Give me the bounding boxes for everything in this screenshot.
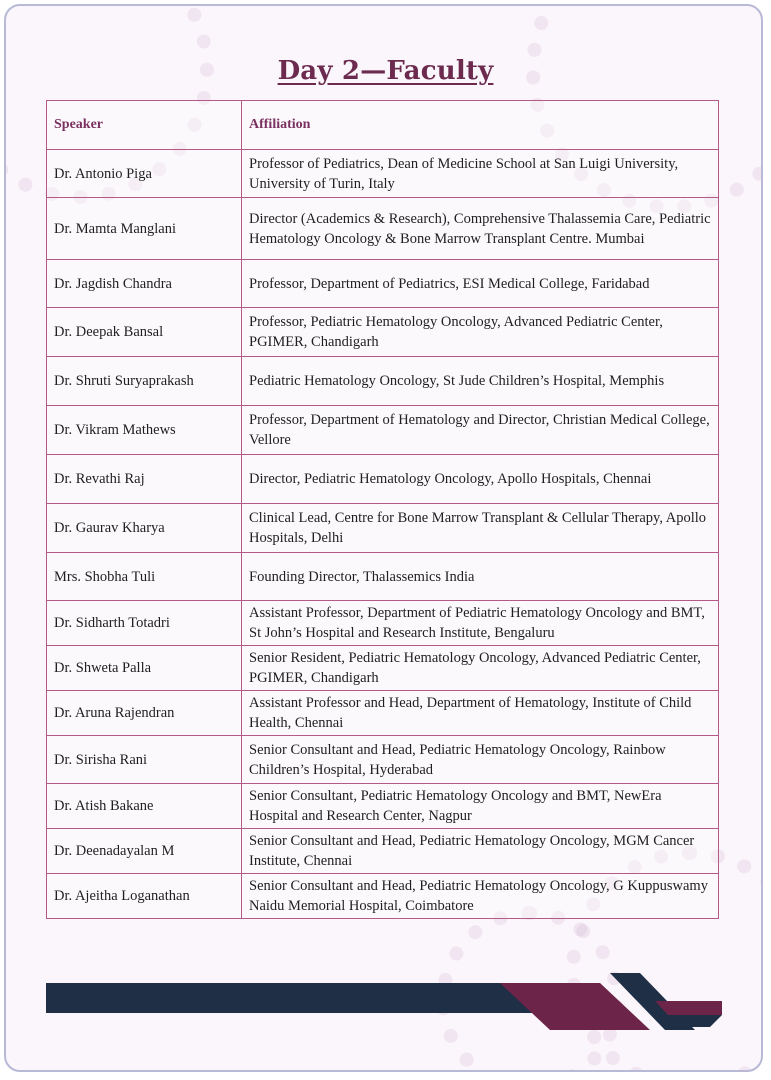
affiliation-cell: Senior Consultant and Head, Pediatric Hematology Oncology, G Kuppuswamy Naidu Memorial Hospital, Coimbatore [242,874,719,919]
table-row [47,150,719,198]
speaker-name-cell: Dr. Deepak Bansal [47,308,242,357]
speaker-name-cell: Dr. Vikram Mathews [47,406,242,455]
speaker-name-cell: Dr. Jagdish Chandra [47,260,242,308]
affiliation-cell: Director (Academics & Research), Comprehensive Thalassemia Care, Pediatric Hematology Oncology & Bone Marrow Transplant Centre. Mumbai [242,198,719,260]
speaker-name-cell: Dr. Aruna Rajendran [47,691,242,736]
faculty-table-body [47,150,719,919]
affiliation-cell: Director, Pediatric Hematology Oncology, Apollo Hospitals, Chennai [242,455,719,504]
affiliation-cell: Pediatric Hematology Oncology, St Jude Children’s Hospital, Memphis [242,357,719,406]
speaker-column-header: Speaker [47,101,242,150]
table-row [47,198,719,260]
speaker-name-cell: Dr. Revathi Raj [47,455,242,504]
affiliation-cell: Senior Consultant, Pediatric Hematology Oncology and BMT, NewEra Hospital and Research Center, Nagpur [242,784,719,829]
footer-stripe-graphic [440,965,730,1035]
table-row [47,646,719,691]
affiliation-cell: Senior Consultant and Head, Pediatric Hematology Oncology, MGM Cancer Institute, Chennai [242,829,719,874]
affiliation-cell: Clinical Lead, Centre for Bone Marrow Transplant & Cellular Therapy, Apollo Hospitals, Delhi [242,504,719,553]
faculty-table [46,100,719,919]
speaker-name-cell: Dr. Deenadayalan M [47,829,242,874]
affiliation-cell: Professor, Department of Hematology and Director, Christian Medical College, Vellore [242,406,719,455]
affiliation-cell: Assistant Professor and Head, Department of Hematology, Institute of Child Health, Chennai [242,691,719,736]
affiliation-cell: Senior Resident, Pediatric Hematology Oncology, Advanced Pediatric Center, PGIMER, Chandigarh [242,646,719,691]
affiliation-cell: Assistant Professor, Department of Pediatric Hematology Oncology and BMT, St John’s Hospital and Research Institute, Bengaluru [242,601,719,646]
affiliation-cell: Founding Director, Thalassemics India [242,553,719,601]
table-row [47,406,719,455]
affiliation-column-header: Affiliation [242,101,719,150]
speaker-name-cell: Dr. Ajeitha Loganathan [47,874,242,919]
table-row [47,260,719,308]
table-row [47,504,719,553]
affiliation-cell: Professor of Pediatrics, Dean of Medicine School at San Luigi University, University of Turin, Italy [242,150,719,198]
table-row [47,829,719,874]
table-row [47,874,719,919]
speaker-name-cell: Dr. Sirisha Rani [47,736,242,784]
speaker-name-cell: Dr. Shweta Palla [47,646,242,691]
speaker-name-cell: Dr. Mamta Manglani [47,198,242,260]
affiliation-cell: Professor, Department of Pediatrics, ESI Medical College, Faridabad [242,260,719,308]
table-row [47,357,719,406]
table-row [47,736,719,784]
table-row [47,308,719,357]
affiliation-cell: Professor, Pediatric Hematology Oncology, Advanced Pediatric Center, PGIMER, Chandigarh [242,308,719,357]
table-row [47,691,719,736]
table-row [47,601,719,646]
speaker-name-cell: Dr. Sidharth Totadri [47,601,242,646]
speaker-name-cell: Mrs. Shobha Tuli [47,553,242,601]
table-row [47,553,719,601]
speaker-name-cell: Dr. Antonio Piga [47,150,242,198]
table-row [47,784,719,829]
table-header-row [47,101,719,150]
affiliation-cell: Senior Consultant and Head, Pediatric Hematology Oncology, Rainbow Children’s Hospital, Hyderabad [242,736,719,784]
speaker-name-cell: Dr. Gaurav Kharya [47,504,242,553]
speaker-name-cell: Dr. Shruti Suryaprakash [47,357,242,406]
page-title: Day 2—Faculty [277,56,494,86]
table-row [47,455,719,504]
speaker-name-cell: Dr. Atish Bakane [47,784,242,829]
